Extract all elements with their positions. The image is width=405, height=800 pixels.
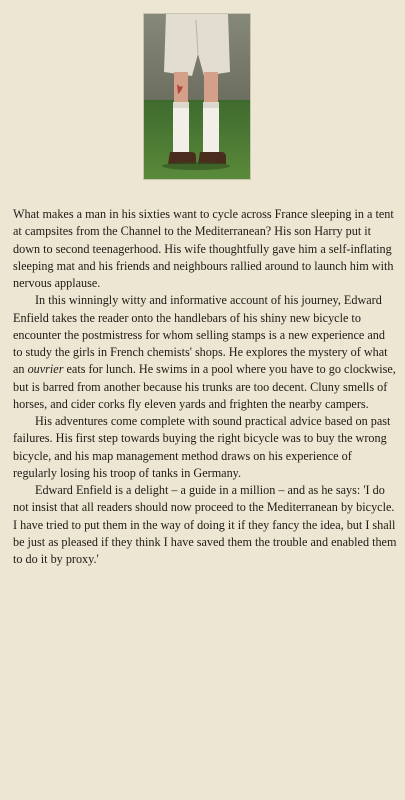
blurb-paragraph-3: His adventures come complete with sound practical advice based on past failures. His first step towards buying the right bicycle was to buy the wrong bicycle, and his map management method draws on his experience of regularly losing his troop of tanks in Germany.: [13, 414, 391, 480]
blurb-paragraph-1: What makes a man in his sixties want to cycle across France sleeping in a tent at campsites from the Channel to the Mediterranean? His son Harry put it down to second teenagerhood. His wife thoughtfully gave him a self-inflating sleeping mat and his friends and neighbours rallied around to launch him with nervous applause.: [13, 207, 394, 290]
blurb-paragraph-2-start: In this winningly witty and informative account of his journey, Edward Enfield takes the reader onto the handlebars of his shiny new bicycle to encounter the postmistress for whom selling stamps is a new experience and to study the girls in French chemists' shops. He explores the mystery of what an: [13, 293, 388, 377]
blurb-italic-word: ouvrier: [27, 362, 64, 377]
cyclist-legs-photo-icon: [144, 14, 250, 179]
blurb-paragraph-4: Edward Enfield is a delight – a guide in a million – and as he says: 'I do not insist that all readers should now proceed to the Mediterranean by bicycle. I have tried to put them in the way of doing it if they fancy the idea, but I shall be just as pleased if they think I have saved them the trouble and enabled them to do it by proxy.': [13, 483, 397, 566]
blurb-paragraph-2-end: eats for lunch. He swims in a pool where you have to go clockwise, but is barred from another because his trunks are too decent. Cluny smells of horses, and cider corks fly eleven yards and frighten the nearby campers.: [13, 362, 396, 411]
back-cover-blurb: [13, 206, 397, 568]
cover-photo: [144, 14, 250, 179]
blurb-paragraph-2: [13, 292, 397, 413]
